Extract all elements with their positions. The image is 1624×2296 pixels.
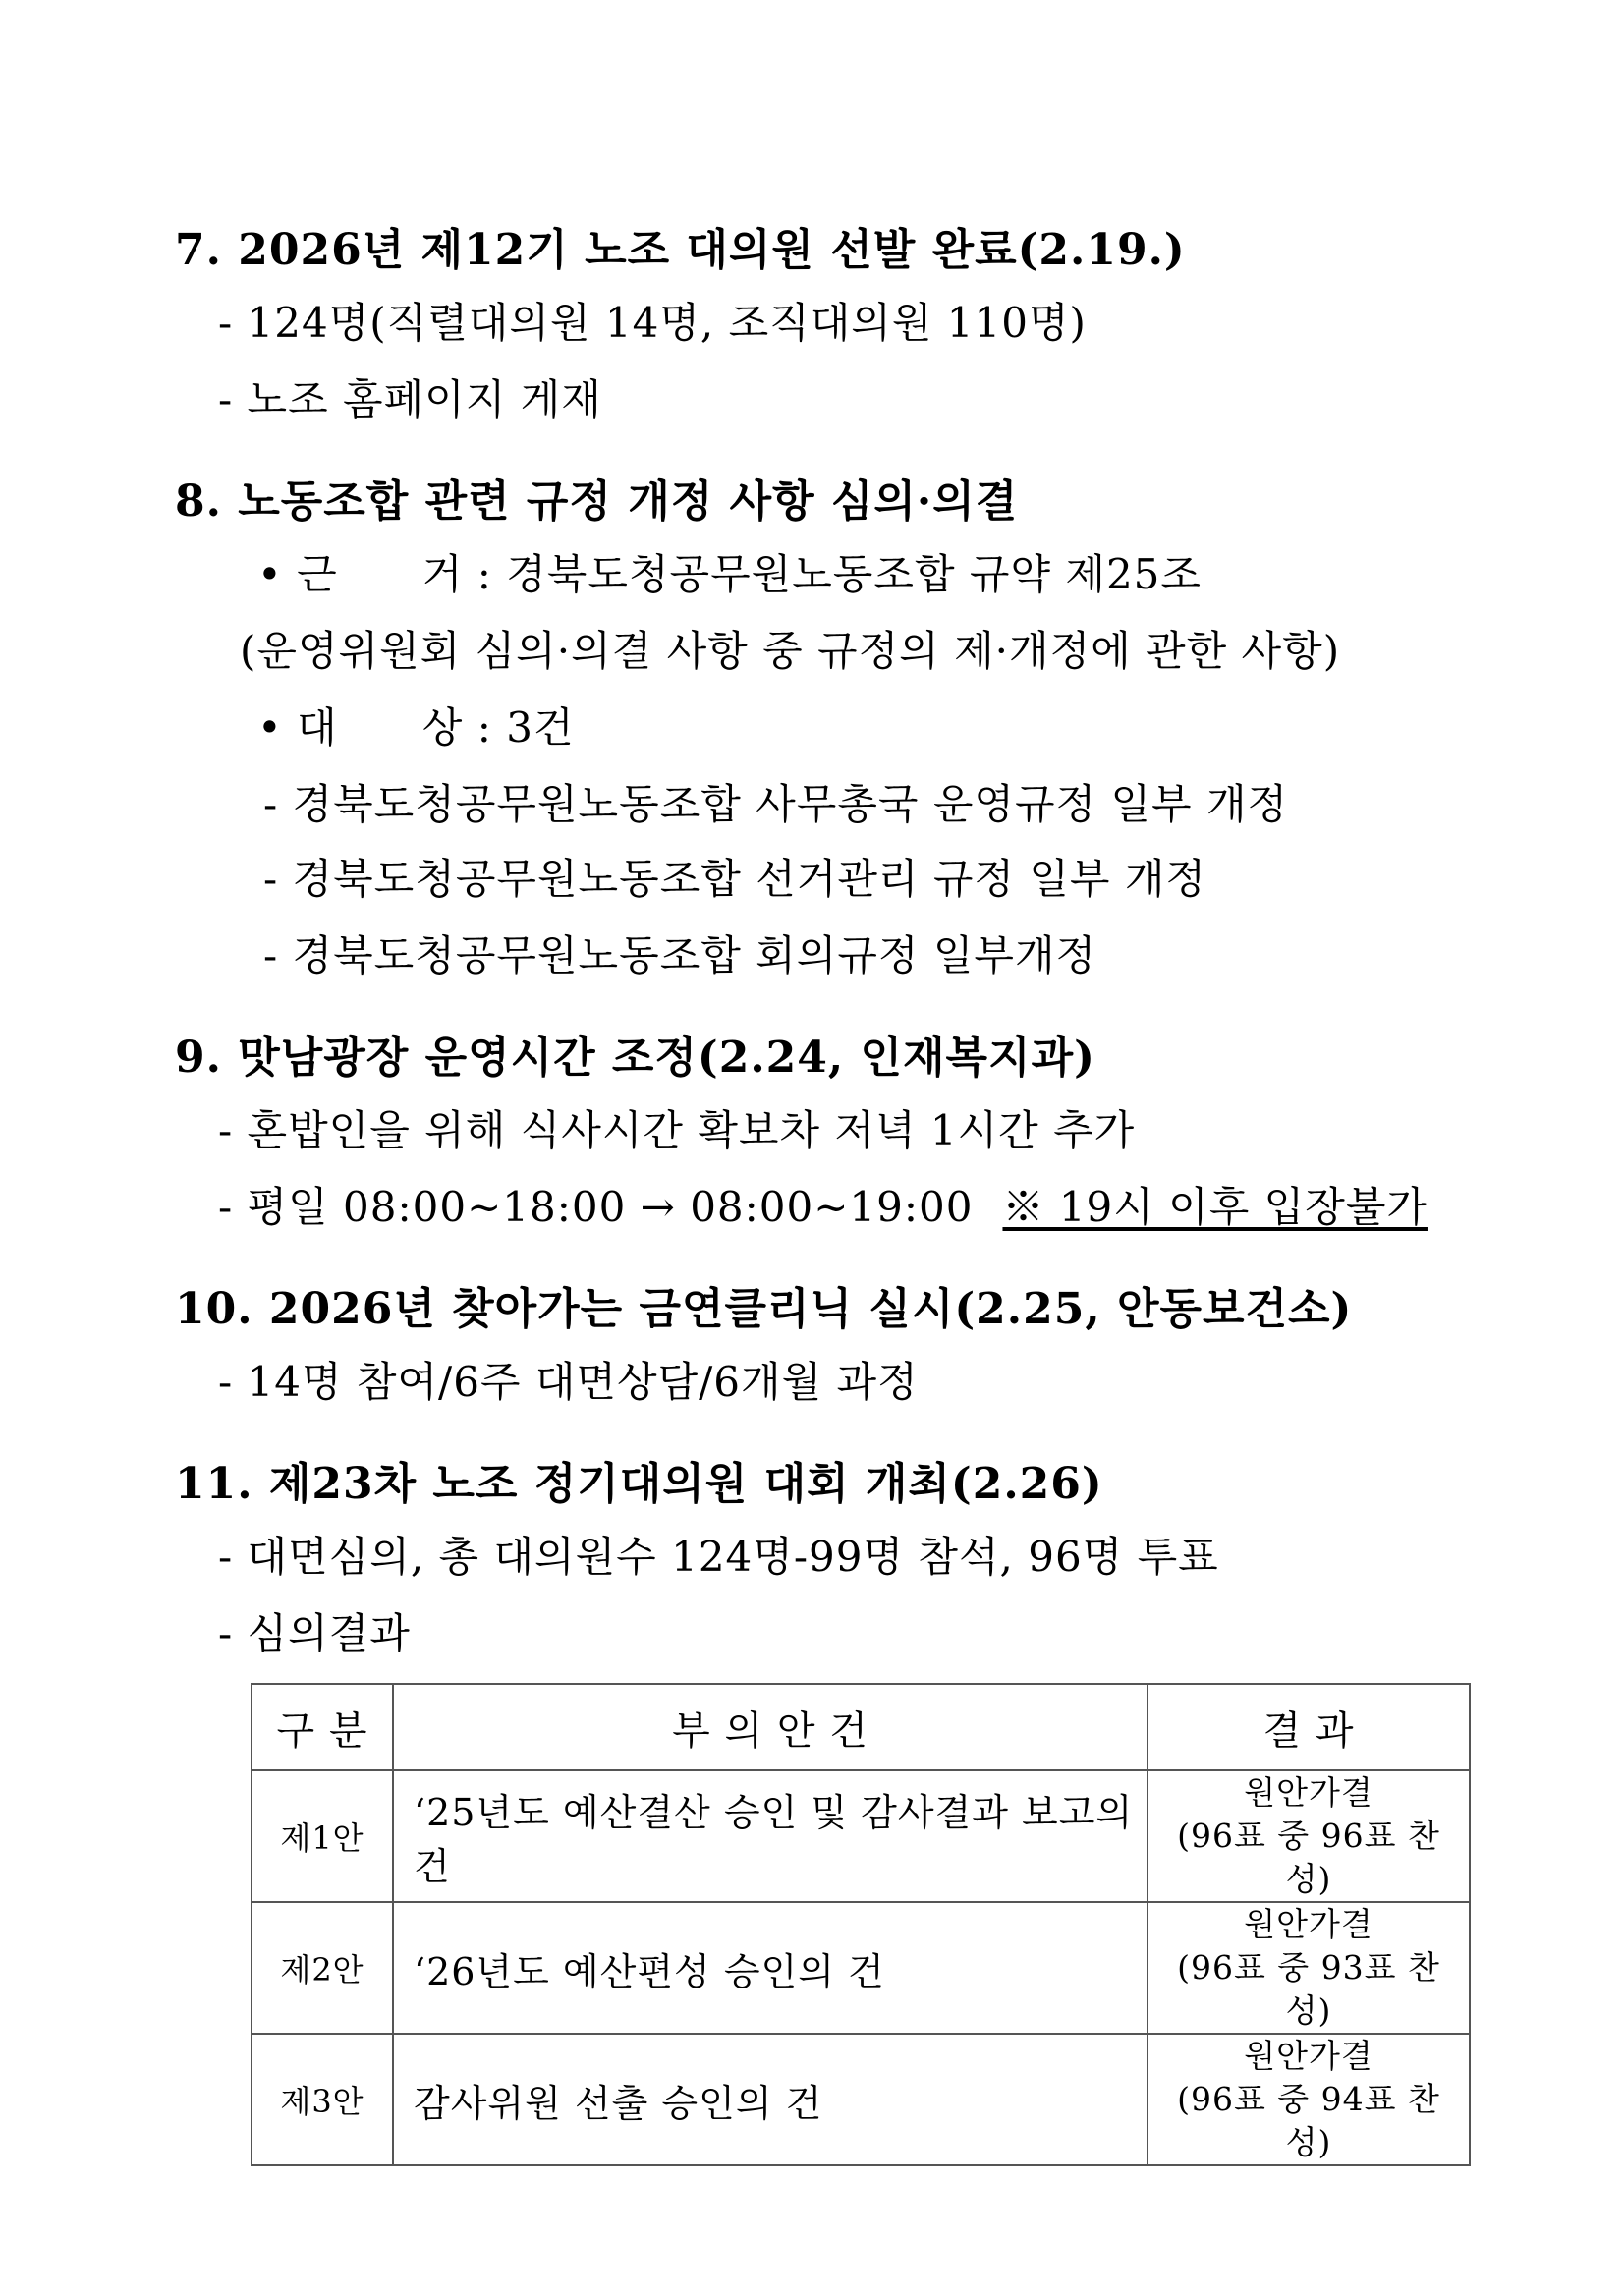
section-11-heading: 11. 제23차 노조 정기대의원 대회 개최(2.26) — [175, 1459, 1103, 1509]
target-value: 3건 — [506, 703, 575, 752]
target-label: • 대 상 : — [257, 703, 492, 752]
result-status: 원안가결 — [1244, 2037, 1373, 2075]
result-status: 원안가결 — [1244, 1905, 1373, 1943]
hours-note: ※ 19시 이후 입장불가 — [1002, 1183, 1428, 1231]
section-10-item-1: - 14명 참여/6주 대면상담/6개월 과정 — [218, 1358, 919, 1406]
section-11-item-2: - 심의결과 — [218, 1609, 411, 1657]
section-8-heading: 8. 노동조합 관련 규정 개정 사항 심의·의결 — [175, 476, 1019, 527]
section-8-target-3: - 경북도청공무원노동조합 회의규정 일부개정 — [263, 931, 1097, 980]
table-row — [252, 1902, 1470, 2034]
hours-text: - 평일 08:00~18:00 → 08:00~19:00 — [218, 1183, 974, 1231]
row-result — [1148, 1902, 1470, 2034]
row-agenda: 감사위원 선출 승인의 건 — [393, 2034, 1148, 2165]
header-category: 구 분 — [252, 1684, 393, 1770]
row-number: 제1안 — [252, 1770, 393, 1902]
section-9-item-1: - 혼밥인을 위해 식사시간 확보차 저녁 1시간 추가 — [218, 1106, 1136, 1154]
table-row — [252, 2034, 1470, 2165]
row-agenda: ‘25년도 예산결산 승인 및 감사결과 보고의 건 — [393, 1770, 1148, 1902]
section-9-hours — [218, 1175, 1428, 1234]
basis-label: • 근 거 : — [257, 550, 492, 598]
result-votes: (96표 중 96표 찬성) — [1177, 1817, 1440, 1898]
section-11-item-1: - 대면심의, 총 대의원수 124명-99명 참석, 96명 투표 — [218, 1533, 1219, 1581]
section-8-target-2: - 경북도청공무원노동조합 선거관리 규정 일부 개정 — [263, 855, 1206, 903]
basis-value: 경북도청공무원노동조합 규약 제25조 — [506, 550, 1202, 598]
section-8-basis-note: (운영위원회 심의·의결 사항 중 규정의 제·개정에 관한 사항) — [240, 627, 1341, 675]
section-7-item-2: - 노조 홈페이지 게재 — [218, 375, 602, 423]
section-7-item-1: - 124명(직렬대의원 14명, 조직대의원 110명) — [218, 299, 1087, 347]
table-row — [252, 1770, 1470, 1902]
section-8-target — [257, 696, 575, 755]
header-agenda: 부 의 안 건 — [393, 1684, 1148, 1770]
header-result: 결 과 — [1148, 1684, 1470, 1770]
row-number: 제3안 — [252, 2034, 393, 2165]
row-agenda: ‘26년도 예산편성 승인의 건 — [393, 1902, 1148, 2034]
results-table — [251, 1683, 1471, 2166]
result-votes: (96표 중 94표 찬성) — [1177, 2080, 1440, 2161]
row-result — [1148, 2034, 1470, 2165]
section-10-heading: 10. 2026년 찾아가는 금연클리닉 실시(2.25, 안동보건소) — [175, 1284, 1353, 1334]
table-header-row — [252, 1684, 1470, 1770]
row-number: 제2안 — [252, 1902, 393, 2034]
section-8-target-1: - 경북도청공무원노동조합 사무총국 운영규정 일부 개정 — [263, 780, 1289, 828]
section-7-heading: 7. 2026년 제12기 노조 대의원 선발 완료(2.19.) — [175, 225, 1186, 275]
result-votes: (96표 중 93표 찬성) — [1177, 1948, 1440, 2030]
section-8-basis — [257, 542, 1202, 601]
section-9-heading: 9. 맛남광장 운영시간 조정(2.24, 인재복지과) — [175, 1033, 1095, 1083]
result-status: 원안가결 — [1244, 1773, 1373, 1812]
row-result — [1148, 1770, 1470, 1902]
